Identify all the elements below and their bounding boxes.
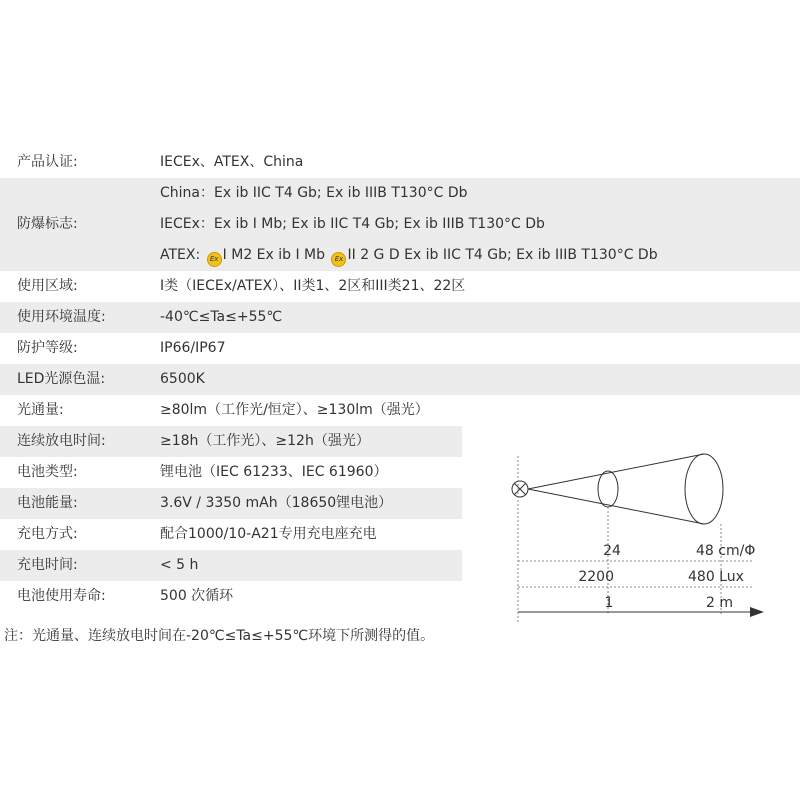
spec-label: 防护等级: bbox=[17, 340, 78, 356]
spec-value: 6500K bbox=[160, 371, 205, 387]
atex-prefix: ATEX: bbox=[160, 247, 205, 263]
beam-diameter-far: 48 cm/Φ bbox=[696, 543, 756, 559]
spec-row-explosion-mark bbox=[0, 178, 800, 271]
explosion-mark-china: China：Ex ib IIC T4 Gb; Ex ib IIIB T130°C Db bbox=[160, 185, 468, 201]
spec-label: 电池能量: bbox=[17, 495, 78, 511]
atex-mid: I M2 Ex ib I Mb bbox=[222, 247, 330, 263]
spec-row-battery-capacity bbox=[0, 488, 462, 519]
spec-label: 充电时间: bbox=[17, 557, 78, 573]
beam-section-far bbox=[685, 454, 723, 524]
distance-near: 1 bbox=[604, 595, 614, 611]
spec-value: 锂电池（IEC 61233、IEC 61960） bbox=[160, 464, 388, 480]
spec-label: 使用环境温度: bbox=[17, 309, 106, 325]
spec-row-luminous-flux bbox=[0, 395, 800, 426]
atex-end: II 2 G D Ex ib IIC T4 Gb; Ex ib IIIB T130°C Db bbox=[347, 247, 658, 263]
spec-value: -40℃≤Ta≤+55℃ bbox=[160, 309, 283, 325]
beam-diagram bbox=[500, 440, 770, 630]
illuminance-far: 480 Lux bbox=[688, 569, 744, 585]
spec-row-color-temp bbox=[0, 364, 800, 395]
spec-label: 连续放电时间: bbox=[17, 433, 106, 449]
ex-symbol-icon: Ex bbox=[207, 252, 222, 267]
spec-row-discharge-time bbox=[0, 426, 462, 457]
spec-label: 防爆标志: bbox=[17, 216, 78, 232]
spec-label: 电池使用寿命: bbox=[17, 588, 106, 604]
ex-symbol-icon: Ex bbox=[331, 252, 346, 267]
spec-label: LED光源色温: bbox=[17, 371, 106, 387]
footnote: 注：光通量、连续放电时间在-20℃≤Ta≤+55℃环境下所测得的值。 bbox=[4, 628, 435, 644]
spec-label: 充电方式: bbox=[17, 526, 78, 542]
spec-label: 光通量: bbox=[17, 402, 64, 418]
spec-row-charging-time bbox=[0, 550, 462, 581]
spec-value: 3.6V / 3350 mAh（18650锂电池） bbox=[160, 495, 393, 511]
spec-value: IECEx、ATEX、China bbox=[160, 154, 304, 170]
beam-diameter-near: 24 bbox=[603, 543, 621, 559]
spec-label: 电池类型: bbox=[17, 464, 78, 480]
spec-value: ≥18h（工作光）、≥12h（强光） bbox=[160, 433, 370, 449]
spec-value: 500 次循环 bbox=[160, 588, 234, 604]
spec-value: < 5 h bbox=[160, 557, 199, 573]
spec-row-ambient-temp bbox=[0, 302, 800, 333]
spec-row-battery-life bbox=[0, 581, 462, 612]
spec-row-charging-method bbox=[0, 519, 462, 550]
beam-edge-bottom bbox=[528, 489, 704, 524]
spec-row-protection bbox=[0, 333, 800, 364]
spec-row-battery-type bbox=[0, 457, 462, 488]
spec-value: IP66/IP67 bbox=[160, 340, 226, 356]
explosion-mark-iecex: IECEx：Ex ib I Mb; Ex ib IIC T4 Gb; Ex ib IIIB T130°C Db bbox=[160, 216, 545, 232]
spec-label: 产品认证: bbox=[17, 154, 78, 170]
spec-value: I类（IECEx/ATEX）、II类1、2区和III类21、22区 bbox=[160, 278, 466, 294]
beam-edge-top bbox=[528, 454, 704, 489]
distance-far: 2 m bbox=[706, 595, 733, 611]
beam-section-near bbox=[598, 471, 618, 507]
spec-label: 使用区域: bbox=[17, 278, 78, 294]
spec-row-certification bbox=[0, 147, 800, 178]
distance-arrow-icon bbox=[750, 607, 764, 617]
illuminance-near: 2200 bbox=[578, 569, 614, 585]
spec-value: 配合1000/10-A21专用充电座充电 bbox=[160, 526, 377, 542]
explosion-mark-atex bbox=[160, 240, 658, 271]
spec-row-zone bbox=[0, 271, 800, 302]
spec-value: ≥80lm（工作光/恒定）、≥130lm（强光） bbox=[160, 402, 429, 418]
